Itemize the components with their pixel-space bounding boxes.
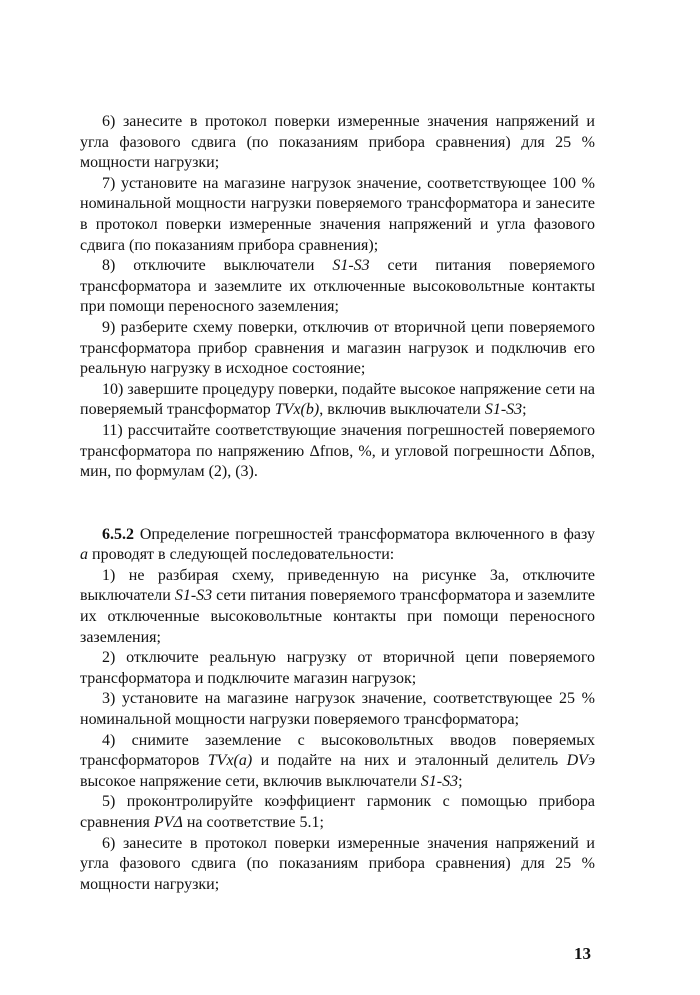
paragraph-step-11 — [80, 421, 595, 483]
paragraph-step-10 — [80, 380, 595, 421]
paragraph-text: на соответствие 5.1; — [182, 814, 324, 831]
paragraph-step-4 — [80, 731, 595, 793]
paragraph-text: 7) установите на магазине нагрузок значение, соответствующее 100 % номинальной мощности нагрузки поверяемого трансформатора и занесите в протокол поверки измеренные значения напряжений и угла фазового сдвига (по показаниям прибора сравнения); — [80, 174, 595, 254]
divider-designation: DVэ — [566, 752, 596, 770]
paragraph-step-2 — [80, 648, 595, 689]
paragraph-text: 1) не разбирая схему, приведенную на рисунке 3а, отключите выключатели — [80, 566, 595, 605]
paragraph-text: сети питания поверяемого трансформатора и заземлите их отключенные высоковольтные контакты при помощи переносного заземления; — [80, 587, 596, 646]
paragraph-step-9 — [80, 318, 595, 380]
paragraph-text: высокое напряжение сети, включив выключатели — [80, 772, 421, 790]
paragraph-text: 11) рассчитайте соответствующие значения погрешностей поверяемого трансформатора по напряжению Δfпов, %, и угловой погрешности Δδпов, мин, по формулам (2), (3). — [80, 421, 595, 481]
paragraph-text: 9) разберите схему поверки, отключив от вторичной цепи поверяемого трансформатора прибор сравнения и магазин нагрузок и подключив его реальную нагрузку в исходное состояние; — [80, 318, 595, 378]
paragraph-text: 2) отключите реальную нагрузку от вторичной цепи поверяемого трансформатора и подключите магазин нагрузок; — [80, 649, 595, 687]
paragraph-text: и подайте на них и эталонный делитель — [252, 752, 567, 770]
paragraph-text: 4) снимите заземление с высоковольтных вводов поверяемых трансформаторов — [80, 731, 595, 770]
paragraph-step-3 — [80, 689, 595, 730]
paragraph-step-7 — [80, 174, 595, 256]
page-number: 13 — [574, 944, 591, 963]
switch-designation: S1-S3 — [174, 587, 213, 605]
paragraph-text: сети питания поверяемого трансформатора и заземлите их отключенные высоковольтные контакты при помощи переносного заземления; — [80, 257, 595, 316]
paragraph-text: 3) установите на магазине нагрузок значение, соответствующее 25 % номинальной мощности нагрузки поверяемого трансформатора; — [80, 690, 595, 729]
body-text — [80, 112, 595, 895]
switch-designation: S1-S3 — [420, 772, 459, 790]
transformer-designation: TVx(a) — [207, 752, 253, 770]
paragraph-text: 6) занесите в протокол поверки измеренные значения напряжений и угла фазового сдвига (по показаниям прибора сравнения) для 25 % мощности нагрузки; — [80, 834, 595, 893]
paragraph-text: Определение погрешностей трансформатора включенного в фазу — [134, 525, 595, 543]
paragraph-step-8 — [80, 256, 595, 318]
switch-designation: S1-S3 — [332, 257, 370, 275]
paragraph-step-6b — [80, 834, 595, 896]
paragraph-step-6 — [80, 112, 595, 174]
instrument-designation: PVΔ — [153, 814, 183, 831]
paragraph-text: 5) проконтролируйте коэффициент гармоник с помощью прибора сравнения — [80, 793, 595, 831]
transformer-designation: TVx(b) — [274, 401, 320, 419]
paragraph-text: 6) занесите в протокол поверки измеренные значения напряжений и угла фазового сдвига (по показаниям прибора сравнения) для 25 % мощности нагрузки; — [80, 113, 595, 172]
paragraph-step-1 — [80, 566, 595, 648]
switch-designation: S1-S3 — [484, 401, 523, 419]
paragraph-text: ; — [522, 401, 527, 419]
section-spacer — [80, 483, 595, 525]
paragraph-text: ; — [458, 772, 463, 790]
phase-designation: a — [80, 546, 88, 564]
paragraph-text: 8) отключите выключатели — [102, 257, 333, 275]
paragraph-text: проводят в следующей последовательности: — [88, 546, 395, 564]
section-6-5-2 — [80, 525, 595, 566]
paragraph-text: 10) завершите процедуру поверки, подайте высокое напряжение сети на поверяемый трансформатор — [80, 380, 595, 419]
paragraph-text: , включив выключатели — [319, 401, 485, 419]
paragraph-step-5 — [80, 792, 595, 833]
section-number: 6.5.2 — [102, 525, 134, 543]
